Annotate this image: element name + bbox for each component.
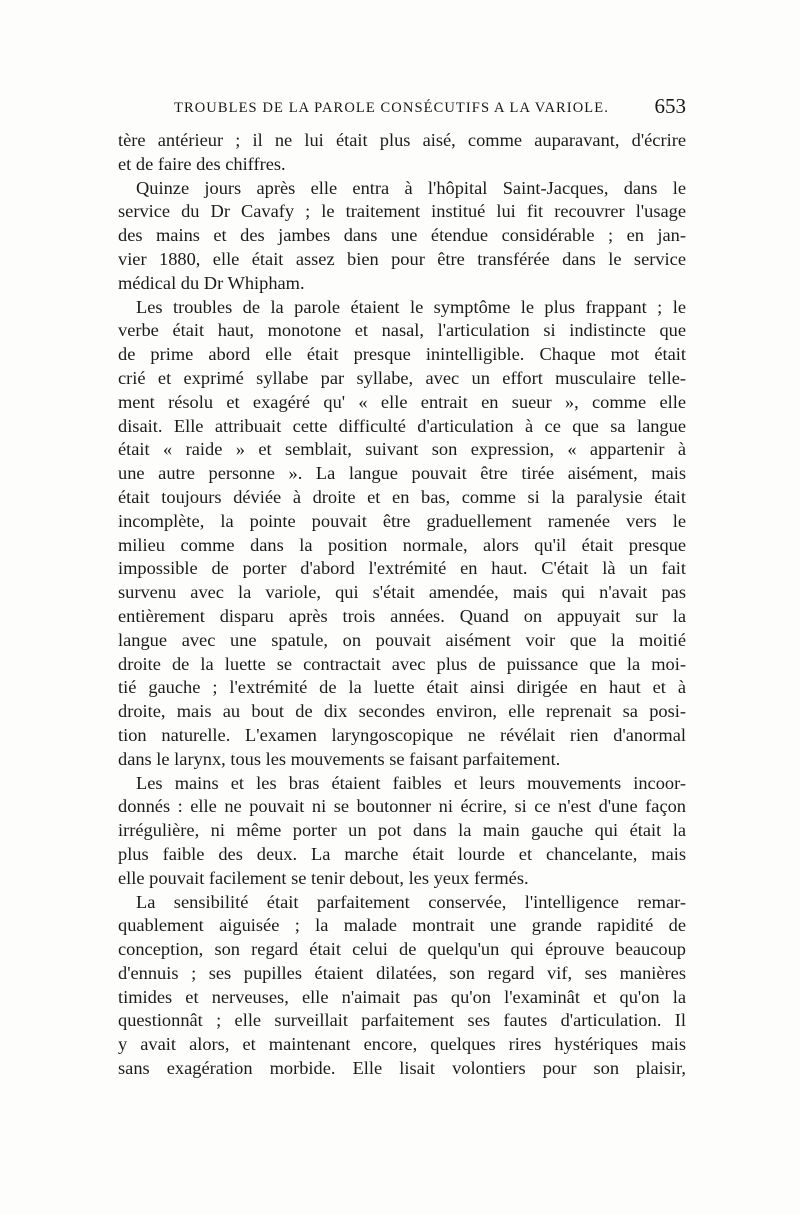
text-line: conception, son regard était celui de quelqu'un qui éprouve beaucoup [118, 939, 686, 960]
text-line: disait. Elle attribuait cette difficulté d'articulation à ce que sa langue [118, 415, 686, 436]
running-title: TROUBLES DE LA PAROLE CONSÉCUTIFS A LA VARIOLE. [174, 100, 609, 116]
text-line: quablement aiguisée ; la malade montrait une grande rapidité de [118, 915, 686, 936]
text-line: tié gauche ; l'extrémité de la luette était ainsi dirigée en haut et à [118, 677, 686, 698]
text-line: et de faire des chiffres. [118, 153, 286, 174]
text-line: de prime abord elle était presque inintelligible. Chaque mot était [118, 344, 686, 365]
text-line: une autre personne ». La langue pouvait être tirée aisément, mais [118, 463, 686, 484]
text-line: timides et nerveuses, elle n'aimait pas qu'on l'examinât et qu'on la [118, 986, 686, 1007]
text-line: des mains et des jambes dans une étendue considérable ; en jan- [118, 225, 686, 246]
text-line: droite de la luette se contractait avec plus de puissance que la moi- [118, 653, 686, 674]
text-line: d'ennuis ; ses pupilles étaient dilatées, son regard vif, ses manières [118, 962, 686, 983]
text-line: incomplète, la pointe pouvait être graduellement ramenée vers le [118, 510, 686, 531]
text-line: sans exagération morbide. Elle lisait volontiers pour son plaisir, [118, 1058, 686, 1079]
text-line: questionnât ; elle surveillait parfaitement ses fautes d'articulation. Il [118, 1010, 686, 1031]
text-line: donnés : elle ne pouvait ni se boutonner ni écrire, si ce n'est d'une façon [118, 796, 686, 817]
text-line: droite, mais au bout de dix secondes environ, elle reprenait sa posi- [118, 701, 686, 722]
text-line: tère antérieur ; il ne lui était plus aisé, comme auparavant, d'écrire [118, 130, 686, 150]
text-line: survenu avec la variole, qui s'était amendée, mais qui n'avait pas [118, 582, 686, 603]
text-line: ment résolu et exagéré qu' « elle entrait en sueur », comme elle [118, 391, 686, 412]
text-line: milieu comme dans la position normale, alors qu'il était presque [118, 534, 686, 555]
running-head [118, 94, 686, 122]
text-line: entièrement disparu après trois années. Quand on appuyait sur la [118, 605, 686, 626]
text-line: impossible de porter d'abord l'extrémité en haut. C'était là un fait [118, 558, 686, 579]
text-line: irrégulière, ni même porter un pot dans la main gauche qui était la [118, 820, 686, 841]
text-line: vier 1880, elle était assez bien pour être transférée dans le service [118, 248, 686, 269]
text-line: était « raide » et semblait, suivant son expression, « appartenir à [118, 439, 686, 460]
text-line: tion naturelle. L'examen laryngoscopique ne révélait rien d'anormal [118, 724, 686, 745]
text-line: crié et exprimé syllabe par syllabe, avec un effort musculaire telle- [118, 367, 686, 388]
text-line: dans le larynx, tous les mouvements se faisant parfaitement. [118, 748, 561, 769]
page-number: 653 [654, 94, 686, 118]
text-line: Les mains et les bras étaient faibles et leurs mouvements incoor- [136, 772, 686, 793]
text-line: plus faible des deux. La marche était lourde et chancelante, mais [118, 843, 686, 864]
text-line: était toujours déviée à droite et en bas, comme si la paralysie était [118, 486, 686, 507]
text-line: médical du Dr Whipham. [118, 272, 305, 293]
text-line: service du Dr Cavafy ; le traitement institué lui fit recouvrer l'usage [118, 201, 686, 222]
text-line: Quinze jours après elle entra à l'hôpital Saint-Jacques, dans le [136, 177, 686, 198]
text-line: langue avec une spatule, on pouvait aisément voir que la moitié [118, 629, 686, 650]
body-text [118, 129, 686, 1081]
text-line: verbe était haut, monotone et nasal, l'articulation si indistincte que [118, 320, 686, 341]
text-line: La sensibilité était parfaitement conservée, l'intelligence remar- [136, 891, 686, 912]
text-line: Les troubles de la parole étaient le symptôme le plus frappant ; le [136, 296, 686, 317]
text-line: elle pouvait facilement se tenir debout, les yeux fermés. [118, 867, 529, 888]
text-line: y avait alors, et maintenant encore, quelques rires hystériques mais [118, 1034, 686, 1055]
